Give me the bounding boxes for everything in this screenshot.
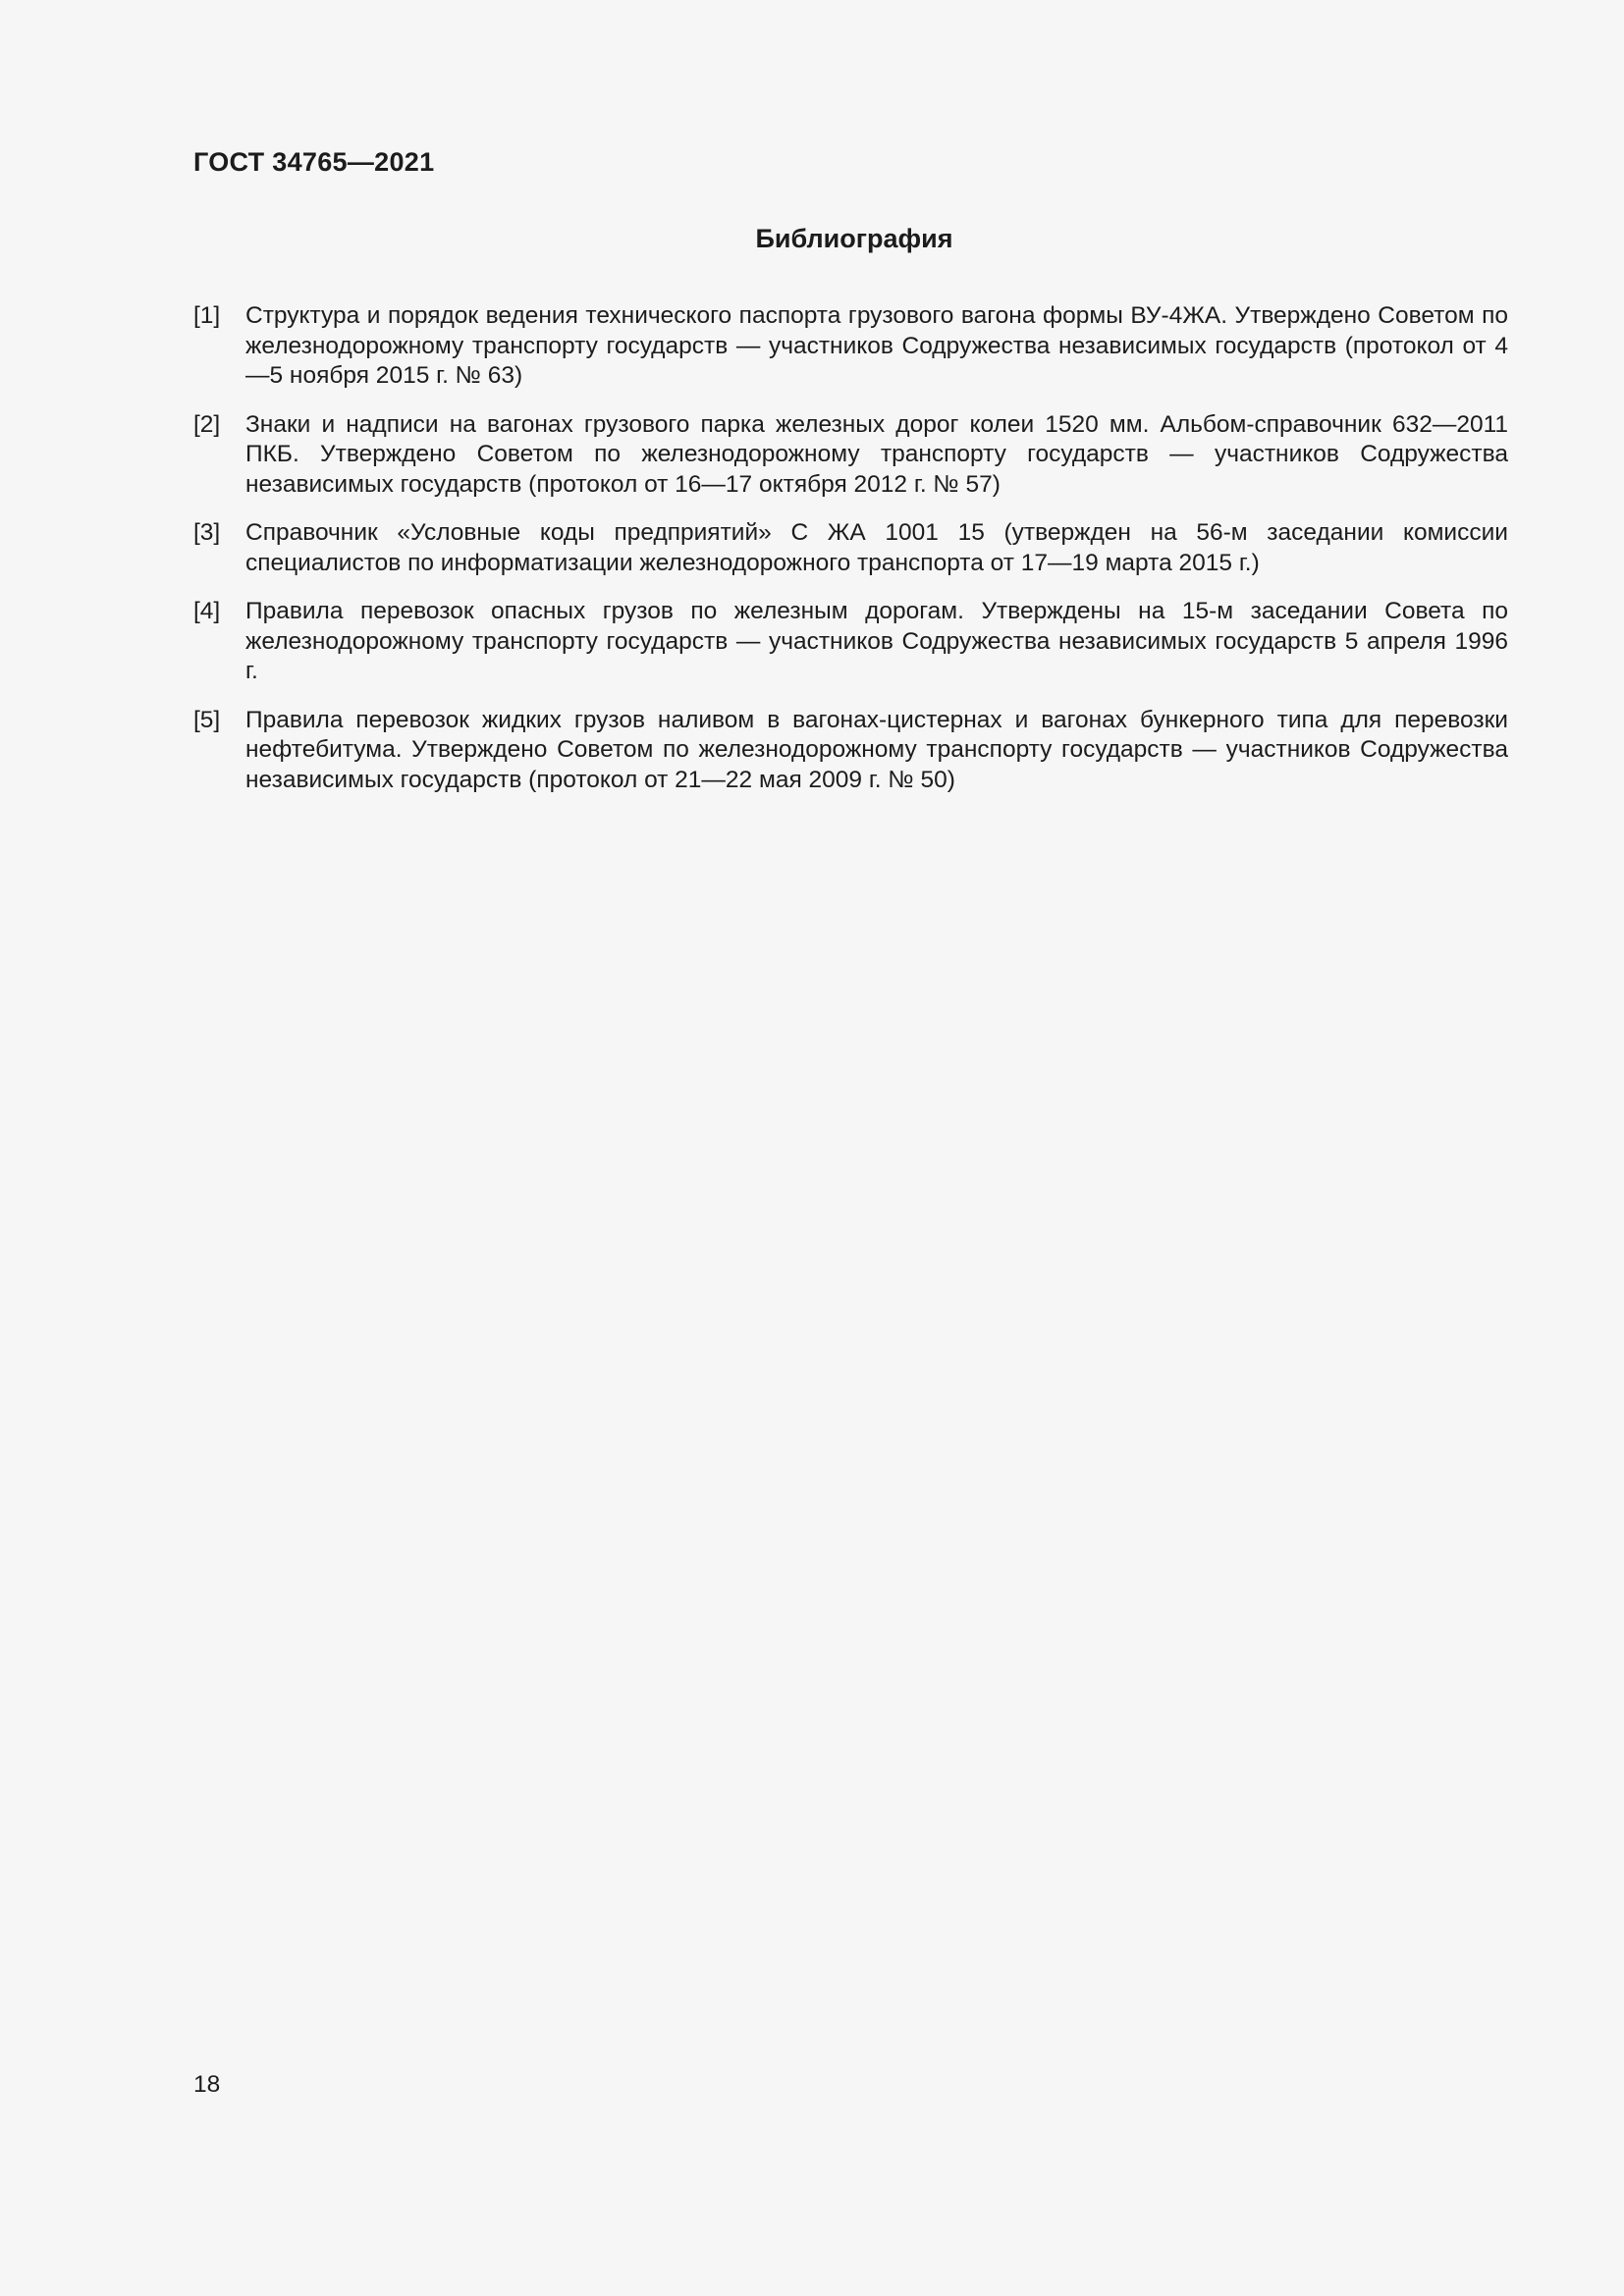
bibliography-item-text: Знаки и надписи на вагонах грузового парка железных дорог колеи 1520 мм. Альбом-справочник 632—2011 ПКБ. Утверждено Советом по железнодорожному транспорту государств — участников Содружества независимых государств (протокол от 16—17 октября 2012 г. № 57)	[245, 410, 1508, 498]
bibliography-item-number: [5]	[193, 706, 221, 733]
bibliography-item-text: Справочник «Условные коды предприятий» С ЖА 1001 15 (утвержден на 56-м заседании комиссии специалистов по информатизации железнодорожного транспорта от 17—19 марта 2015 г.)	[245, 519, 1508, 576]
bibliography-item	[193, 706, 1508, 796]
section-title: Библиография	[755, 224, 953, 253]
bibliography-item-text: Структура и порядок ведения технического паспорта грузового вагона формы ВУ-4ЖА. Утверждено Советом по железнодорожному транспорту государств — участников Содружества независимых государств (протокол от 4—5 ноября 2015 г. № 63)	[245, 302, 1508, 389]
bibliography-list	[193, 301, 1508, 814]
bibliography-item	[193, 301, 1508, 392]
bibliography-item-number: [3]	[193, 519, 221, 546]
bibliography-item	[193, 410, 1508, 501]
bibliography-item	[193, 518, 1508, 578]
bibliography-item-number: [1]	[193, 302, 221, 329]
page-number: 18	[193, 2071, 221, 2098]
bibliography-item-number: [4]	[193, 598, 221, 624]
bibliography-item-number: [2]	[193, 410, 221, 438]
bibliography-item-text: Правила перевозок жидких грузов наливом в вагонах-цистернах и вагонах бункерного типа для перевозки нефтебитума. Утверждено Советом по железнодорожному транспорту государств — участников Содружества независимых государств (протокол от 21—22 мая 2009 г. № 50)	[245, 706, 1508, 793]
bibliography-item-text: Правила перевозок опасных грузов по железным дорогам. Утверждены на 15-м заседании Совета по железнодорожному транспорту государств — участников Содружества независимых государств 5 апреля 1996 г.	[245, 598, 1508, 684]
document-code: ГОСТ 34765—2021	[193, 147, 435, 177]
bibliography-item	[193, 597, 1508, 687]
